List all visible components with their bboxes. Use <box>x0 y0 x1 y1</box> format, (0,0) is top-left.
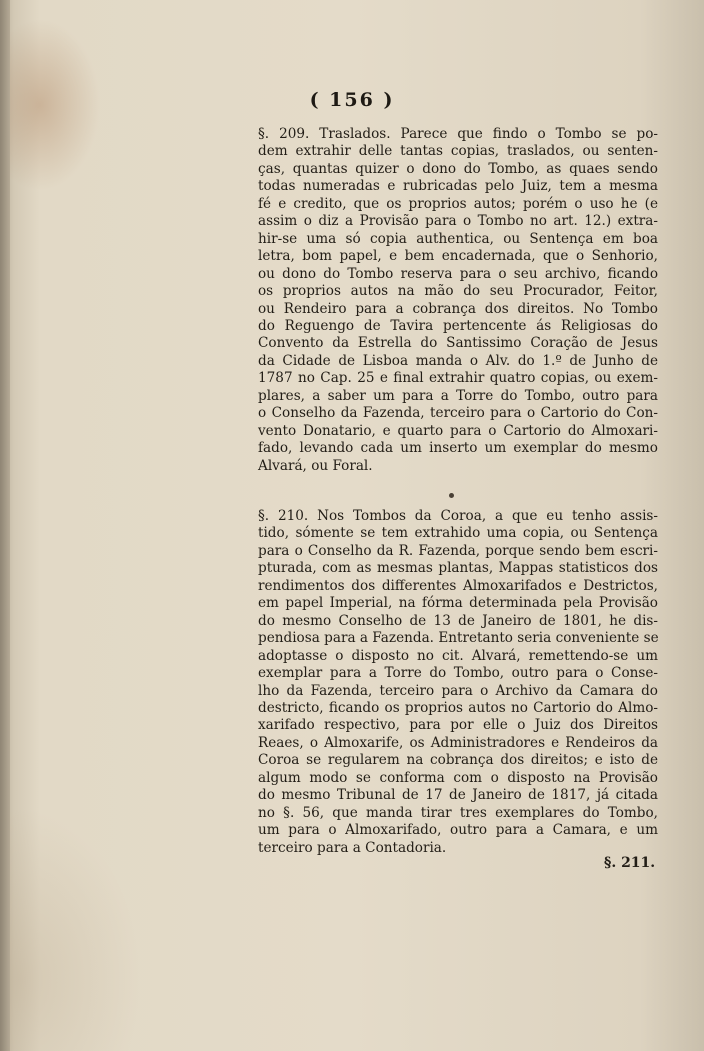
text-line: lho da Fazenda, terceiro para o Archivo da Camara do <box>258 682 658 699</box>
text-line: hir-se uma só copia authentica, ou Sentença em boa <box>258 230 658 247</box>
text-line: letra, bom papel, e bem encadernada, que o Senhorio, <box>258 248 658 265</box>
paragraph-209 <box>258 126 658 475</box>
text-line: ou dono do Tombo reserva para o seu archivo, ficando <box>258 265 658 282</box>
text-line: §. 209. Traslados. Parece que findo o Tombo se po- <box>258 126 658 142</box>
text-line: pendiosa para a Fazenda. Entretanto seria conveniente se <box>258 630 659 647</box>
text-line: do Reguengo de Tavira pertencente ás Religiosas do <box>258 317 658 334</box>
text-line: xarifado respectivo, para por elle o Juiz dos Direitos <box>258 717 658 734</box>
text-line: 1787 no Cap. 25 e final extrahir quatro copias, ou exem- <box>258 370 658 387</box>
text-line: da Cidade de Lisboa manda o Alv. do 1.º de Junho de <box>258 352 658 369</box>
text-line: do mesmo Conselho de 13 de Janeiro de 1801, he dis- <box>258 612 658 629</box>
text-line: pturada, com as mesmas plantas, Mappas statisticos dos <box>258 560 658 577</box>
text-line: ou Rendeiro para a cobrança dos direitos. No Tombo <box>258 300 658 317</box>
text-line: fé e credito, que os proprios autos; porém o uso he (e <box>258 195 658 212</box>
text-line: algum modo se conforma com o disposto na Provisão <box>258 769 658 786</box>
text-line: terceiro para a Contadoria. <box>258 839 447 856</box>
page-spine-edge <box>0 0 10 1051</box>
text-line: §. 210. Nos Tombos da Coroa, a que eu tenho assis- <box>258 508 658 524</box>
text-line: os proprios autos na mão do seu Procurador, Feitor, <box>258 283 658 300</box>
ornament-dot <box>449 493 454 498</box>
text-line: destricto, ficando os proprios autos no Cartorio do Almo- <box>258 699 658 716</box>
text-line: tido, sómente se tem extrahido uma copia, ou Sentença <box>258 525 658 542</box>
text-line: exemplar para a Torre do Tombo, outro para o Conse- <box>258 665 658 682</box>
text-line: do mesmo Tribunal de 17 de Janeiro de 1817, já citada <box>258 787 658 804</box>
text-line: o Conselho da Fazenda, terceiro para o Cartorio do Con- <box>258 405 658 422</box>
text-line: ças, quantas quizer o dono do Tombo, as quaes sendo <box>258 160 658 177</box>
text-line: vento Donatario, e quarto para o Cartorio do Almoxari- <box>258 422 658 439</box>
text-line: plares, a saber um para a Torre do Tombo, outro para <box>258 387 658 404</box>
text-line: Convento da Estrella do Santissimo Coração de Jesus <box>258 335 658 352</box>
text-line: rendimentos dos differentes Almoxarifados e Destrictos, <box>258 577 658 594</box>
text-line: fado, levando cada um inserto um exemplar do mesmo <box>258 440 658 457</box>
catchword: §. 211. <box>604 855 656 871</box>
text-line: um para o Almoxarifado, outro para a Camara, e um <box>258 822 658 839</box>
page-number: ( 156 ) <box>309 89 395 111</box>
text-line: assim o diz a Provisão para o Tombo no art. 12.) extra- <box>258 213 658 230</box>
text-line: para o Conselho da R. Fazenda, porque sendo bem escri- <box>258 542 658 559</box>
text-line: dem extrahir delle tantas copias, traslados, ou senten- <box>258 143 658 160</box>
text-line: Alvará, ou Foral. <box>258 457 373 474</box>
text-line: no §. 56, que manda tirar tres exemplares do Tombo, <box>258 804 658 821</box>
paragraph-210 <box>258 508 658 857</box>
text-line: Coroa se regularem na cobrança dos direitos; e isto de <box>258 752 658 769</box>
text-line: todas numeradas e rubricadas pelo Juiz, tem a mesma <box>258 178 658 195</box>
text-line: adoptasse o disposto no cit. Alvará, remettendo-se um <box>258 647 658 664</box>
text-line: Reaes, o Almoxarife, os Administradores e Rendeiros da <box>258 734 658 751</box>
text-line: em papel Imperial, na fórma determinada pela Provisão <box>258 595 658 612</box>
